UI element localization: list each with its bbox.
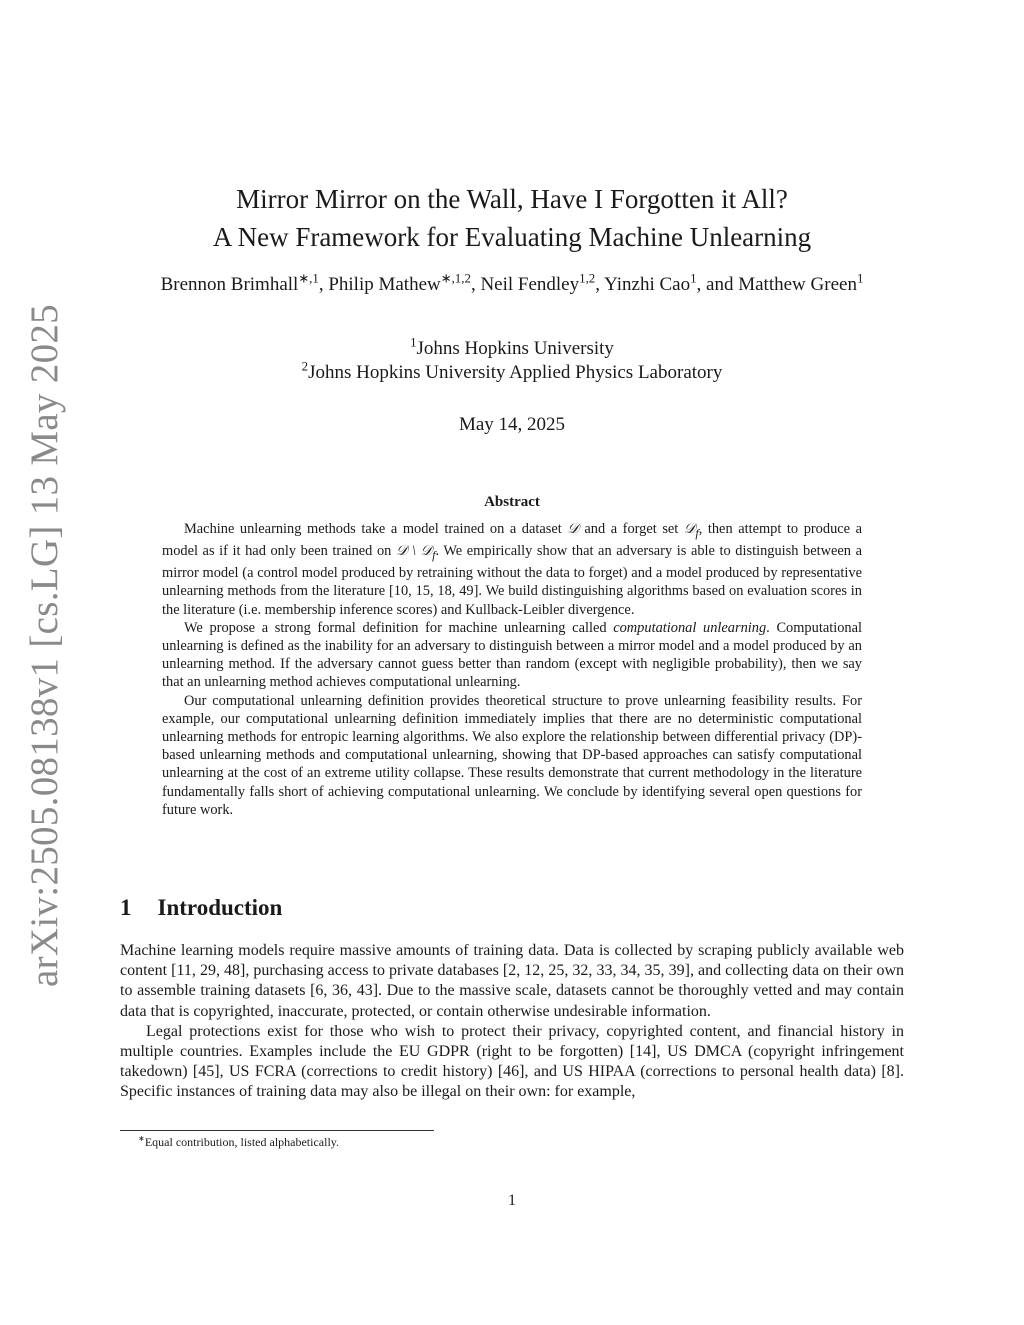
author-mark: 1 <box>856 270 864 286</box>
section-number: 1 <box>120 895 132 920</box>
author-list: Brennon Brimhall$^{∗,1}$, Philip Mathew$^{∗,1,2}$, Neil Fendley$^{1,2}$, Yinzhi Cao$^1$, and Matthew Green$^1$ <box>160 270 864 295</box>
affiliation-mark: 2 <box>301 358 309 374</box>
author-name: Neil Fendley <box>480 274 580 295</box>
author-name: Matthew Green <box>738 274 857 295</box>
section-title: Introduction <box>157 895 283 920</box>
author-mark: ∗,1 <box>298 270 319 286</box>
affiliation-name: Johns Hopkins University <box>416 338 614 359</box>
footnote-text: Equal contribution, listed alphabetically. <box>144 1135 340 1149</box>
affiliations <box>120 334 904 385</box>
abstract-body <box>162 520 862 819</box>
author-name: Philip Mathew <box>328 274 441 295</box>
affiliation <box>120 358 904 385</box>
abstract-heading: Abstract <box>484 494 540 510</box>
introduction-body <box>120 941 904 1103</box>
footnote <box>120 1135 904 1150</box>
arxiv-stamp <box>14 303 74 987</box>
abstract-paragraph: We propose a strong formal definition for machine unlearning called computational unlearning. Computational unlearning is defined as the inability for an adversary to distinguish between a mirror model and a model produced by an unlearning method. If the adversary cannot guess better than random (except with negligible probability), then we say that an unlearning method achieves computational unlearning. <box>162 619 862 691</box>
author-mark: 1 <box>690 270 697 286</box>
body-paragraph: Legal protections exist for those who wish to protect their privacy, copyrighted content, and financial history in multiple countries. Examples include the EU GDPR (right to be forgotten) [14], US DMCA (copyright infringement takedown) [45], US FCRA (corrections to credit history) [46], and US HIPAA (corrections to personal health data) [8]. Specific instances of training data may also be illegal on their own: for example, <box>120 1022 904 1101</box>
author-name: Brennon Brimhall <box>160 274 299 295</box>
footnote-mark: ∗ <box>138 1134 145 1143</box>
abstract-paragraph: Our computational unlearning definition provides theoretical structure to prove unlearning feasibility results. For example, our computational unlearning definition immediately implies that there are no deterministic computational unlearning methods for entropic learning algorithms. We also explore the relationship between differential privacy (DP)-based unlearning methods and computational unlearning, showing that DP-based approaches can satisfy computational unlearning at the cost of an extreme utility collapse. These results demonstrate that current methodology in the literature fundamentally falls short of achieving computational unlearning. We conclude by identifying several open questions for future work. <box>162 692 862 818</box>
section-heading <box>120 895 904 921</box>
title-line-2: A New Framework for Evaluating Machine Unlearning <box>212 222 812 252</box>
body-paragraph: Machine learning models require massive amounts of training data. Data is collected by scraping publicly available web content [11, 29, 48], purchasing access to private databases [2, 12, 25, 32, 33, 34, 35, 39], and collecting data on their own to assemble training datasets [6, 36, 43]. Due to the massive scale, datasets cannot be thoroughly vetted and may contain data that is copyrighted, inaccurate, protected, or contain otherwise undesirable information. <box>120 942 904 1020</box>
affiliation-mark: 1 <box>410 334 417 350</box>
paper-title <box>120 180 904 256</box>
page-number: 1 <box>508 1192 516 1209</box>
author-name: Yinzhi Cao <box>604 274 691 295</box>
footnote-rule <box>120 1130 434 1131</box>
author-mark: ∗,1,2 <box>440 270 471 286</box>
arxiv-id: arXiv:2505.08138v1 [cs.LG] 13 May 2025 <box>22 303 66 987</box>
author-mark: 1,2 <box>579 270 596 286</box>
abstract-paragraph: Machine unlearning methods take a model trained on a dataset 𝒟 and a forget set 𝒟$_f$, then attempt to produce a model as if it had only been trained on 𝒟 \ 𝒟$_f$. We empirically show that an adversary is able to distinguish between a mirror model (a control model produced by retraining without the data to forget) and a model produced by representative unlearning methods from the literature [10, 15, 18, 49]. We build distinguishing algorithms based on evaluation scores in the literature (i.e. membership inference scores) and Kullback-Leibler divergence. <box>162 521 862 618</box>
affiliation-name: Johns Hopkins University Applied Physics Laboratory <box>308 362 723 383</box>
title-line-1: Mirror Mirror on the Wall, Have I Forgotten it All? <box>236 184 788 214</box>
affiliation <box>120 334 904 361</box>
paper-date: May 14, 2025 <box>458 414 566 435</box>
